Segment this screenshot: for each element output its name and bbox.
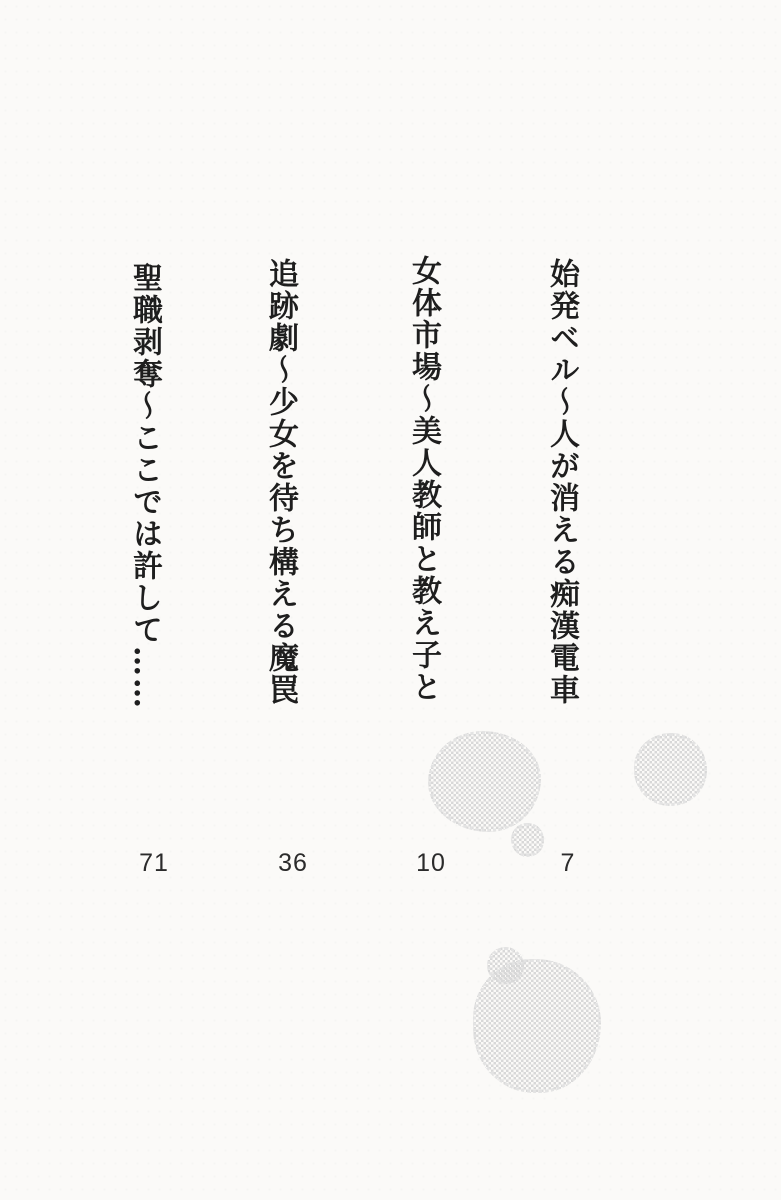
ink-stain-round-right	[634, 733, 707, 806]
ink-stain-small-satellite	[511, 823, 544, 857]
toc-entry-page-number-3: 36	[278, 849, 308, 877]
ink-stain-large-bottom	[473, 959, 601, 1093]
toc-entry-title-4: 聖職剥奪～ここでは許して……	[127, 262, 162, 710]
toc-entry-page-number-1: 7	[560, 849, 576, 877]
toc-entry-page-number-4: 71	[139, 849, 169, 877]
toc-entry-page-number-2: 10	[416, 849, 446, 877]
toc-entry-title-2: 女体市場～美人教師と教え子と	[406, 255, 441, 703]
ink-stain-large-middle	[428, 731, 541, 832]
toc-entry-title-3: 追跡劇～少女を待ち構える魔罠	[263, 258, 298, 706]
toc-entry-title-1: 始発ベル～人が消える痴漢電車	[544, 258, 579, 706]
